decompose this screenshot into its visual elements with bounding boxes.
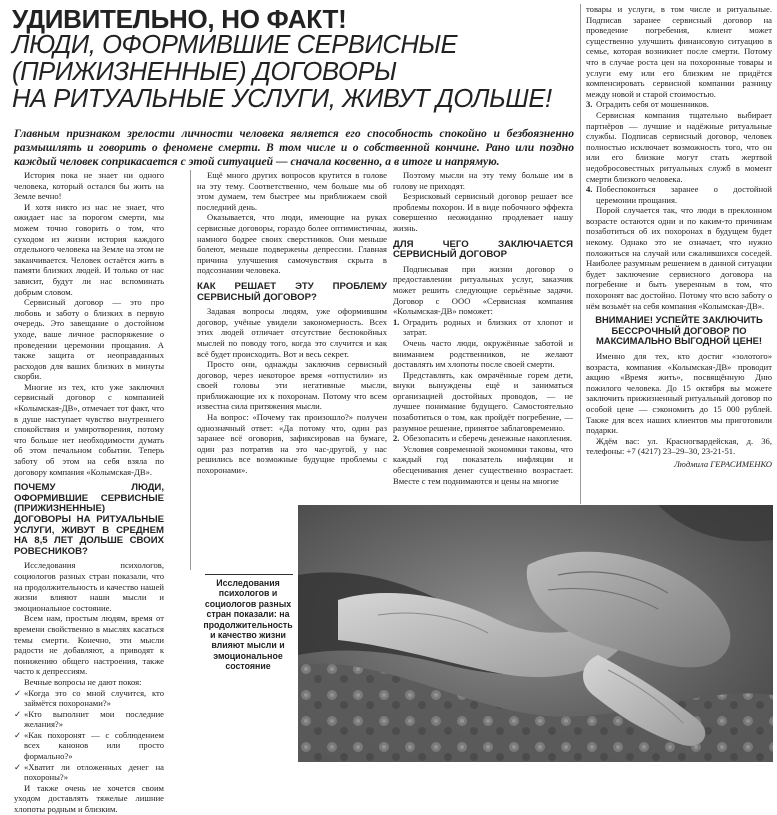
paragraph: Многие из тех, кто уже заключил сервисный договор с компанией «Колымская-ДВ», отмечает тот факт, что в душе наступает чувство внутреннего спокойствия и умиротворения, потому что больше нет необходимости думать об этом печальном событии. Теперь заботу об этом на себя взяла по договору компания «Колымская-ДВ».	[14, 381, 164, 477]
list-item	[14, 709, 164, 730]
paragraph: Задавая вопросы людям, уже оформившим договор, учёные увидели закономерность. Всех этих людей отличает отсутствие беспокойных мыслей по поводу того, когда это случится и как всё будет происходить. Вот и весь секрет.	[197, 306, 387, 359]
section-heading: ДЛЯ ЧЕГО ЗАКЛЮЧАЕТСЯ СЕРВИСНЫЙ ДОГОВОР	[393, 238, 573, 261]
paragraph: Просто они, однажды заключив сервисный договор, через некоторое время «отпустили» из своей головы эти негативные мысли, приближающие их к похоронам. Потому что всем известна сила притяжения мысли.	[197, 359, 387, 412]
list-item	[393, 317, 573, 338]
paragraph: товары и услуги, в том числе и ритуальные. Подписав заранее сервисный договор на проведение погребения, клиент может существенно улучшить финансовую ситуацию в семье, которая возникнет после смерти. Потому что в случае роста цен на похоронные товары и услуги ему или его близким не придётся компенсировать сервисной компании разницу между новой и старой стоимостью.	[586, 4, 772, 99]
list-number: 4.	[586, 184, 593, 195]
paragraph: Именно для тех, кто достиг «золотого» возраста, компания «Колымская-ДВ» проводит акцию «Время жить», посвящённую Дню пожилого человека. До 15 октября вы можете заключить прижизненный ритуальный договор по особой цене — сэкономить до 15 000 рублей. Также для всех наших клиентов мы приготовили подарки.	[586, 351, 772, 436]
list-item-text: «Хватит ли отложенных денег на похороны?»	[24, 761, 164, 783]
column-3	[393, 170, 573, 550]
author-signature: Людмила ГЕРАСИМЕНКО	[673, 458, 772, 469]
list-number: 2.	[393, 433, 400, 444]
list-item	[393, 433, 573, 444]
question-list	[14, 688, 164, 783]
subheadline-line: (ПРИЖИЗНЕННЫЕ) ДОГОВОРЫ	[12, 58, 397, 86]
list-item-text: «Кто выполнит мои последние желания?»	[24, 708, 164, 730]
hands-illustration	[298, 505, 773, 762]
paragraph: Очень часто люди, окружённые заботой и вниманием родственников, не желают доставлять им хлопоты после своей смерти.	[393, 337, 573, 370]
quote-rule	[205, 574, 293, 575]
section-heading: КАК РЕШАЕТ ЭТУ ПРОБЛЕМУ СЕРВИСНЫЙ ДОГОВОР?	[197, 280, 387, 303]
paragraph: Безрисковый сервисный договор решает все проблемы похорон. И в виде побочного эффекта совершенно неожиданно продлевает нашу жизнь.	[393, 191, 573, 233]
paragraph: Порой случается так, что люди в преклонном возрасте остаются одни и по каким-то причинам позаботиться об их похоронах в будущем будет некому. Однако это не означает, что нужно положиться на случай или сжалившихся соседей. Наиболее разумным решением в данной ситуации будет заключение сервисного договора на погребение и быть уверенным в том, что похоронят вас достойно. Потому что всю заботу о нём возьмёт на себя компания «Колымская-ДВ».	[586, 205, 772, 311]
subheadline-line: ЛЮДИ, ОФОРМИВШИЕ СЕРВИСНЫЕ	[12, 31, 458, 59]
paragraph: История пока не знает ни одного человека, который остался бы жить на Земле вечно!	[14, 170, 164, 202]
paragraph: Исследования психологов, социологов разных стран показали, что на продолжительность и качество нашей жизни влияют наши мысли и эмоциональное состояние.	[14, 560, 164, 613]
list-item-text: Обезопасить и сберечь денежные накопления.	[403, 433, 573, 444]
list-item-text: Побеспокоиться заранее о достойной церемонии прощания.	[596, 184, 772, 205]
column-divider	[190, 170, 191, 570]
lead-paragraph: Главным признаком зрелости личности человека является его способность спокойно и безбоязненно размышлять и говорить о феномене смерти. В том числе и о собственной кончине. Рано или поздно каждый человек соприкасается с этой ситуацией — сначала косвенно, а в итоге и напрямую.	[14, 127, 574, 168]
list-item	[14, 730, 164, 762]
paragraph: И хотя никто из нас не знает, что ожидает нас за порогом смерти, мы можем точно говорить о том, что суходом из жизни история каждого отдельного человека на Земле на этом не заканчивается. Человек остаётся жить в памяти близких людей. И только от нас зависит, будут ли нас вспоминать добрым словом.	[14, 201, 164, 297]
list-item	[14, 688, 164, 709]
numbered-list	[393, 433, 573, 444]
check-icon: ✓	[14, 708, 22, 719]
check-icon: ✓	[14, 761, 22, 772]
paragraph: Условия современной экономики таковы, что каждый год показатель инфляции и обесценивания денег существенно возрастает. Вместе с тем поднимаются и цены на многие	[393, 443, 573, 486]
paragraph: Оказывается, что люди, имеющие на руках сервисные договоры, гораздо более оптимистичны, намного бодрее своих сверстников. Они меньше болеют, меньше подвержены депрессии. Главная причина улучшения самочувствия скрыта в подсознании человека.	[197, 212, 387, 276]
paragraph: Сервисный договор — это про любовь и заботу о близких в первую очередь. Это завещание о достойном уходе, ваше личное распоряжение о проведении церемонии прощания. А также защита от неоправданных расходов для ваших близких в минуты скорби.	[14, 297, 164, 382]
list-item	[14, 762, 164, 783]
list-item-text: «Как похоронят — с соблюдением всех канонов или просто формально?»	[24, 729, 164, 762]
paragraph: Представлять, как омрачённые горем дети, внуки вынуждены ещё и заниматься организацией достойных проводов, — не лучшее понимание будущего. Самостоятельно позаботиться о том, как пройдёт погребение, — разумное решение, принятое заблаговременно.	[393, 369, 573, 433]
headline: УДИВИТЕЛЬНО, НО ФАКТ!	[12, 4, 347, 34]
subheadline-line: НА РИТУАЛЬНЫЕ УСЛУГИ, ЖИВУТ ДОЛЬШЕ!	[12, 85, 552, 113]
list-number: 3.	[586, 99, 593, 110]
list-item-text: «Когда это со мной случится, кто займётся похоронами?»	[24, 687, 164, 709]
check-icon: ✓	[14, 729, 22, 740]
list-item	[586, 184, 772, 205]
subheadline	[12, 32, 582, 113]
section-heading: ПОЧЕМУ ЛЮДИ, ОФОРМИВШИЕ СЕРВИСНЫЕ (ПРИЖИЗНЕННЫЕ) ДОГОВОРЫ НА РИТУАЛЬНЫЕ УСЛУГИ, ЖИВУТ В СРЕДНЕМ НА 8,5 ЛЕТ ДОЛЬШЕ СВОИХ РОВЕСНИКОВ?	[14, 482, 164, 557]
column-4	[586, 4, 772, 574]
numbered-list	[393, 317, 573, 338]
paragraph: На вопрос: «Почему так произошло?» получен однозначный ответ: «Да потому что, один раз заранее всё оговорив, зафиксировав на бумаге, один раз потратив на это час-другой, у нас решились все возможные будущие проблемы с похоронами».	[197, 412, 387, 476]
paragraph: Вечные вопросы не дают покоя:	[24, 676, 142, 687]
list-item	[586, 99, 772, 110]
notice-heading: ВНИМАНИЕ! УСПЕЙТЕ ЗАКЛЮЧИТЬ БЕССРОЧНЫЙ ДОГОВОР ПО МАКСИМАЛЬНО ВЫГОДНОЙ ЦЕНЕ!	[595, 314, 763, 347]
paragraph: Всем нам, простым людям, время от времени свойственно в мыслях касаться темы смерти. Конечно, эти мысли радости не добавляют, а приводят к понижению общего настроения, также часто к депрессиям.	[14, 613, 164, 677]
column-divider	[580, 4, 581, 504]
numbered-list	[586, 99, 772, 110]
paragraph: Поэтому мысли на эту тему больше им в голову не приходят.	[393, 170, 573, 191]
check-icon: ✓	[14, 687, 22, 698]
list-number: 1.	[393, 316, 400, 327]
paragraph: Ждём вас: ул. Красногвардейская, д. 36, телефоны: +7 (4217) 23–29–30, 23-21-51.	[586, 435, 772, 457]
paragraph: Сервисная компания тщательно выбирает партнёров — лучшие и надёжные ритуальные службы. Подписав сервисный договор, человек полностью исключает возможность того, что он или его близкие могут стать жертвой недобросовестных ритуальных служб в момент смерти близкого человека.	[586, 109, 772, 184]
notice-block	[586, 315, 772, 469]
paragraph: И также очень не хочется своим уходом доставлять тяжелые лишние хлопоты родным и близким.	[14, 782, 164, 815]
photo-elderly-hands	[298, 505, 773, 762]
numbered-list	[586, 184, 772, 205]
column-1	[14, 170, 164, 815]
paragraph: Подписывая при жизни договор о предоставлении ритуальных услуг, заказчик может решить следующие серьёзные задачи. Договор с ООО «Сервисная компания «Колымская-ДВ» поможет:	[393, 263, 573, 317]
paragraph: Ещё много других вопросов крутится в голове на эту тему. Соответственно, чем больше мы об этом думаем, тем быстрее мы приближаем свой последний день.	[197, 170, 387, 212]
list-item-text: Оградить родных и близких от хлопот и затрат.	[403, 316, 573, 338]
list-item-text: Оградить себя от мошенников.	[596, 99, 709, 110]
pull-quote: Исследования психологов и социологов разных стран показали: на продолжительность и качество жизни влияют мысли и эмоциональное состояние	[203, 578, 293, 672]
